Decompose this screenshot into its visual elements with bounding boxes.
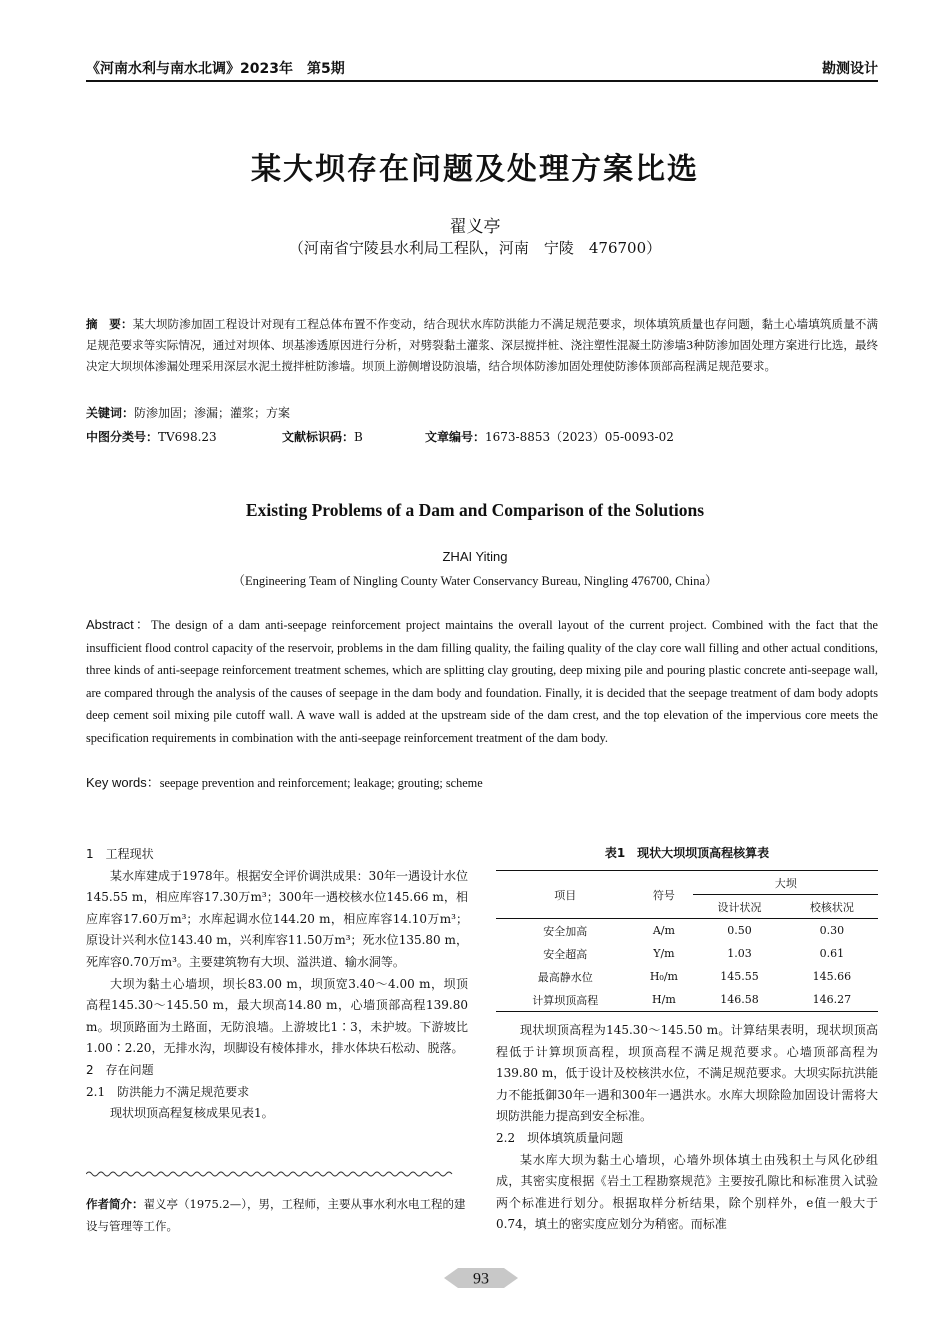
table-header-design: 设计状况	[693, 895, 785, 919]
keywords-label: 关键词：	[86, 406, 135, 420]
running-header	[86, 56, 878, 82]
table-header-item: 项目	[496, 871, 634, 919]
author-bio	[86, 1193, 466, 1237]
table-row: 安全超高 Y/m 1.03 0.61	[543, 947, 845, 961]
abstract-cn	[86, 314, 878, 377]
paper-title: 某大坝存在问题及处理方案比选	[251, 152, 699, 187]
table-header-dam: 大坝	[693, 871, 878, 895]
abstract-text: 某大坝防渗加固工程设计对现有工程总体布置不作变动，结合现状水库防洪能力不满足规范要求，坝体填筑质量也存问题，黏土心墙填筑质量不满足规范要求等实际情况，通过对坝体、坝基渗透原因进行分析，对劈裂黏土灌浆、深层搅拌桩、浇注塑性混凝土防渗墙3种防渗加固处理方案进行比选，最终决定大坝坝体渗漏处理采用深层水泥土搅拌桩防渗墙。坝顶上游侧增设防浪墙，结合坝体防渗加固处理使防渗体顶部高程满足规范要求。	[86, 317, 879, 373]
document-code: 文献标识码：B	[282, 430, 363, 444]
english-author: ZHAI Yiting	[442, 549, 508, 564]
table-caption: 表1 现状大坝坝顶高程核算表	[604, 846, 770, 860]
keywords-text: 防渗加固；渗漏；灌浆；方案	[134, 406, 291, 420]
body-paragraph: 某水库建成于1978年。根据安全评价调洪成果：30年一遇设计水位145.55 m，相应库容17.30万m³；300年一遇校核水位145.66 m，相应库容17.60万m³；水库起调水位144.20 m，相应库容14.10万m³；原设计兴利水位143.40 m，兴利库容11.50万m³；死水位135.80 m，死库容0.70万m³。主要建筑物有大坝、溢洪道、输水洞等。	[86, 868, 468, 969]
author-bio-label: 作者简介：	[86, 1197, 144, 1211]
body-paragraph: 大坝为黏土心墙坝，坝长83.00 m，坝顶宽3.40～4.00 m，坝顶高程145.30～145.50 m，最大坝高14.80 m，心墙顶部高程139.80 m。坝顶路面为土路面，无防浪墙。上游坡比1∶3，未护坡。下游坡比1.00∶2.20，无排水沟，坝脚设有棱体排水，排水体块石松动、脱落。	[86, 976, 468, 1056]
body-paragraph: 某水库大坝为黏土心墙坝，心墙外坝体填土由残积土与风化砂组成，其密实度根据《岩土工程勘察规范》主要按孔隙比和标准贯入试验两个标准进行划分。根据取样分析结果，除个别样外，e值一般大于0.74，填土的密实度应划分为稍密。而标准	[496, 1152, 878, 1232]
abstract-en-label: Abstract：	[86, 617, 151, 632]
footnote-wave-divider	[86, 1170, 454, 1178]
author-bio-text: 翟义亭（1975.2—），男，工程师，主要从事水利水电工程的建设与管理等工作。	[86, 1197, 466, 1233]
keywords-en-text: seepage prevention and reinforcement; leakage; grouting; scheme	[159, 776, 483, 790]
author-affiliation: （河南省宁陵县水利局工程队，河南 宁陵 476700）	[288, 239, 662, 257]
section-2-2-heading: 2.2 坝体填筑质量问题	[496, 1130, 624, 1145]
keywords-cn	[86, 404, 290, 421]
abstract-en-text: The design of a dam anti-seepage reinforcement project maintains the overall layout of the current project. Combined with the fact that the insufficient flood control capacity of the reservoir, problems in the dam filling quality, the failing quality of the clay core wall filling and other actual conditions, three kinds of anti-seepage reinforcement treatment schemes, which are splitting clay grouting, deep mixing pile and pouring plastic concrete anti-seepage wall, are compared through the analysis of the causes of seepage in the dam body and foundation. Finally, it is decided that the seepage treatment of dam body adopts deep cement soil mixing pile cutoff wall. A wave wall is added at the upstream side of the dam crest, and the top elevation of the impervious core meets the specification requirements in combination with the anti-seepage reinforcement treatment of the dam body.	[86, 618, 878, 745]
section-2-heading: 2 存在问题	[86, 1062, 154, 1077]
section-name: 勘测设计	[822, 61, 878, 77]
table-header-check: 校核状况	[786, 895, 878, 919]
dam-elevation-table	[496, 870, 878, 1012]
body-paragraph: 现状坝顶高程为145.30～145.50 m。计算结果表明，现状坝顶高程低于计算坝顶高程，坝顶高程不满足规范要求。心墙顶部高程为139.80 m，低于设计及校核洪水位，不满足规范要求。大坝实际抗洪能力不能抵御30年一遇和300年一遇洪水。水库大坝除险加固设计需将大坝防洪能力提高到安全标准。	[496, 1023, 878, 1124]
keywords-en	[86, 772, 483, 791]
english-title: Existing Problems of a Dam and Comparison of the Solutions	[245, 500, 705, 520]
journal-name: 《河南水利与南水北调》2023年 第5期	[86, 61, 345, 77]
body-left-column	[86, 844, 468, 1125]
page-number: 93	[473, 1270, 489, 1288]
table-row: 计算坝顶高程 H/m 146.58 146.27	[496, 988, 878, 1012]
table-header-symbol: 符号	[634, 871, 693, 919]
article-number: 文章编号：1673-8853（2023）05-0093-02	[425, 430, 674, 444]
author-name: 翟义亭	[449, 217, 501, 237]
body-right-column	[496, 1020, 878, 1236]
section-1-heading: 1 工程现状	[86, 847, 154, 861]
abstract-label: 摘 要：	[86, 317, 133, 331]
body-paragraph: 现状坝顶高程复核成果见表1。	[110, 1106, 274, 1121]
table-row: 最高静水位 H₀/m 145.55 145.66	[537, 970, 852, 984]
page-number-badge	[444, 1268, 518, 1288]
abstract-en	[86, 614, 878, 750]
classification-number: 中图分类号：TV698.23	[86, 430, 217, 444]
english-affiliation: （Engineering Team of Ningling County Water Conservancy Bureau, Ningling 476700, China）	[232, 574, 718, 588]
table-row: 安全加高 A/m 0.50 0.30	[543, 924, 845, 938]
section-2-1-heading: 2.1 防洪能力不满足规范要求	[86, 1084, 250, 1099]
keywords-en-label: Key words：	[86, 775, 160, 790]
